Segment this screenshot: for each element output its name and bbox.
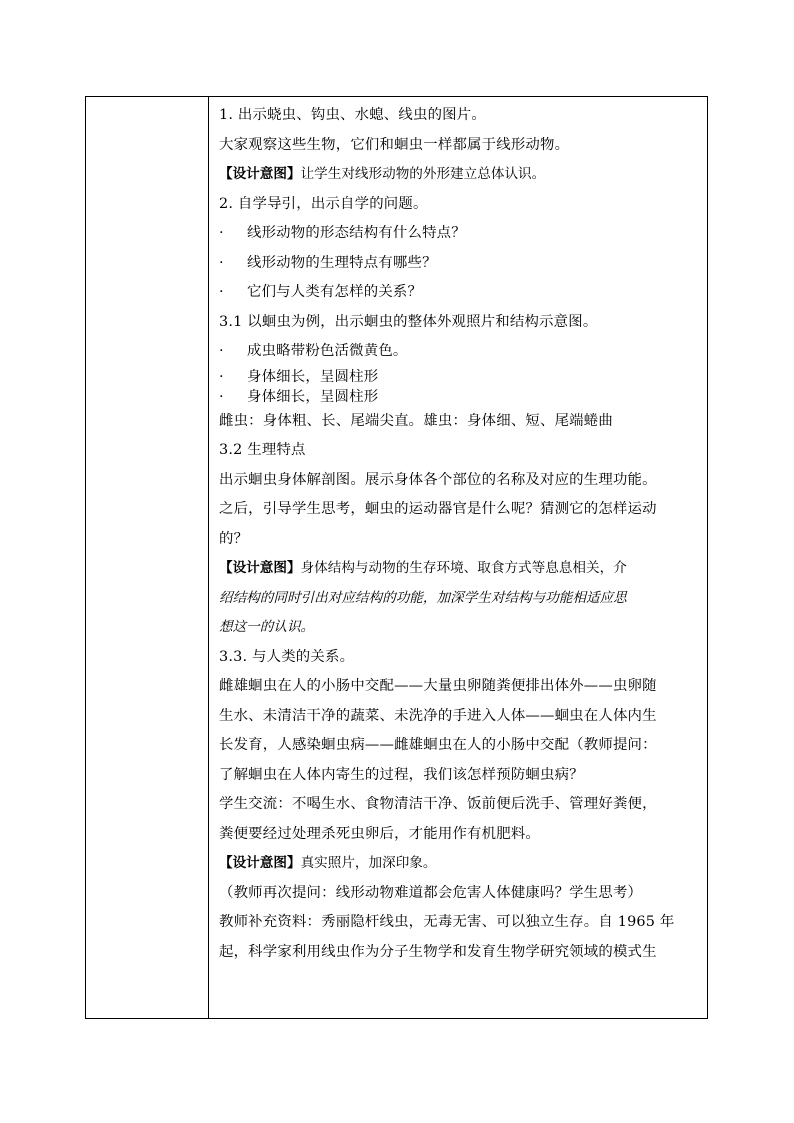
bullet-dot: ·: [219, 388, 224, 405]
design-intent-2-line-3: 想这一的认识。: [219, 619, 315, 635]
section-3-2-line: 3.2 生理特点: [219, 442, 306, 458]
design-intent-body: 真实照片，加深印象。: [300, 855, 437, 871]
bullet-dot: ·: [219, 225, 224, 241]
lesson-table: [85, 96, 708, 1019]
student-exchange-line-1: 学生交流：不喝生水、食物清洁干净、饭前便后洗手、管理好粪便，: [219, 796, 657, 812]
thinking-line-cont: 的？: [219, 530, 249, 547]
left-column-cell: [86, 97, 209, 1018]
bullet-dot: ·: [219, 254, 224, 271]
anatomy-line: 出示蛔虫身体解剖图。展示身体各个部位的名称及对应的生理功能。: [219, 471, 657, 488]
observe-line: 大家观察这些生物，它们和蛔虫一样都属于线形动物。: [219, 136, 570, 153]
question-bullet-3: [219, 278, 701, 308]
bullet-text: 它们与人类有怎样的关系？: [247, 284, 423, 300]
bullet-dot: ·: [219, 284, 224, 300]
bullet-text: 线形动物的形态结构有什么特点？: [247, 225, 466, 241]
supplement-line-2: 起，科学家利用线虫作为分子生物学和发育生物学研究领域的模式生: [219, 943, 657, 960]
step-1-line: 1. 出示蛲虫、钩虫、水螅、线虫的图片。: [219, 107, 486, 123]
section-3-3-line: 3.3. 与人类的关系。: [219, 648, 355, 665]
feature-bullet-2: [219, 367, 701, 387]
bullet-text: 成虫略带粉色活微黄色。: [247, 343, 408, 359]
bullet-dot: ·: [219, 368, 224, 385]
question-bullet-1: [219, 219, 701, 249]
feature-bullet-3: [219, 387, 701, 407]
lifecycle-line-4: 了解蛔虫在人体内寄生的过程，我们该怎样预防蛔虫病？: [219, 766, 584, 783]
design-intent-2-line-2: 绍结构的同时引出对应结构的功能，加深学生对结构与功能相适应思: [219, 589, 627, 606]
design-intent-body: 身体结构与动物的生存环境、取食方式等息息相关，介: [300, 560, 627, 576]
design-intent-1: [219, 160, 701, 190]
bullet-dot: ·: [219, 343, 224, 359]
student-exchange-line-2: 粪便要经过处理杀死虫卵后，才能用作有机肥料。: [219, 825, 540, 842]
design-intent-tag: 【设计意图】: [219, 560, 301, 576]
design-intent-tag: 【设计意图】: [219, 166, 301, 182]
supplement-line-1: 教师补充资料：秀丽隐杆线虫，无毒无害、可以独立生存。自 1965 年: [219, 914, 675, 930]
bullet-text: 身体细长，呈圆柱形: [247, 368, 379, 385]
feature-bullet-1: [219, 337, 701, 367]
design-intent-tag: 【设计意图】: [219, 855, 301, 871]
design-intent-body: 让学生对线形动物的外形建立总体认识。: [300, 166, 546, 182]
content-cell: [209, 97, 707, 1018]
question-bullet-2: [219, 249, 701, 279]
lifecycle-line-3: 长发育，人感染蛔虫病——雌雄蛔虫在人的小肠中交配（教师提问：: [219, 737, 657, 753]
sex-difference-line: 雌虫：身体粗、长、尾端尖直。雄虫：身体细、短、尾端蜷曲: [219, 412, 613, 429]
bullet-text: 线形动物的生理特点有哪些？: [247, 254, 437, 271]
design-intent-2-line-1: [219, 554, 701, 584]
design-intent-3: [219, 849, 701, 879]
step-2-line: 2. 自学导引，出示自学的问题。: [219, 195, 428, 212]
lifecycle-line-2: 生水、未清洁干净的蔬菜、未洗净的手进入人体——蛔虫在人体内生: [219, 707, 657, 724]
teacher-question-line: （教师再次提问：线形动物难道都会危害人体健康吗？学生思考）: [219, 884, 643, 901]
section-3-1-line: 3.1 以蛔虫为例，出示蛔虫的整体外观照片和结构示意图。: [219, 313, 598, 330]
lifecycle-line-1: 雌雄蛔虫在人的小肠中交配——大量虫卵随粪便排出体外——虫卵随: [219, 678, 657, 694]
bullet-text: 身体细长，呈圆柱形: [247, 388, 379, 405]
thinking-line: 之后，引导学生思考，蛔虫的运动器官是什么呢？猜测它的怎样运动: [219, 501, 657, 517]
